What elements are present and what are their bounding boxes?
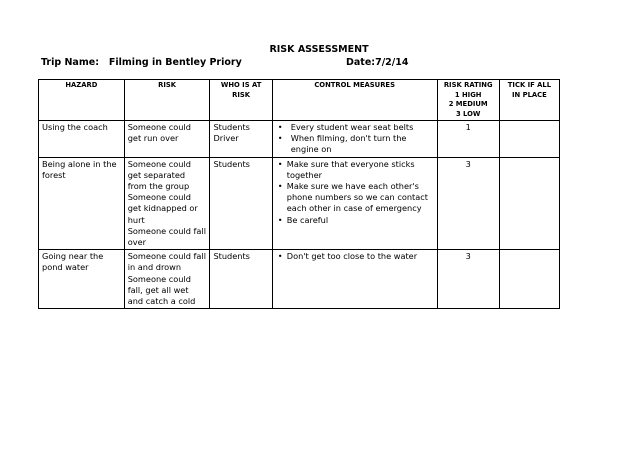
hazard-cell: Going near the pond water — [39, 250, 125, 309]
risk-rating-low: 3 LOW — [455, 109, 481, 118]
table-row — [39, 157, 560, 250]
risk-rating-cell: 3 — [437, 157, 499, 250]
control-measure-item: • Don't get too close to the water — [276, 251, 434, 262]
risk-rating-cell: 3 — [437, 250, 499, 309]
document-title: RISK ASSESSMENT — [269, 44, 369, 55]
tick-cell[interactable] — [499, 121, 559, 158]
risk-item: Someone could get kidnapped or hurt — [127, 192, 198, 225]
risk-item: Someone could get run over — [127, 122, 191, 144]
who-cell — [210, 121, 272, 158]
tick-cell[interactable] — [499, 157, 559, 250]
table-row — [39, 121, 560, 158]
risk-assessment-table — [38, 79, 560, 309]
control-measure-item: • When filming, don't turn the engine on — [276, 133, 434, 155]
risk-cell — [124, 121, 210, 158]
risk-item: Someone could fall in and drown — [127, 251, 206, 273]
control-measures-list — [276, 159, 434, 226]
header-control-measures: CONTROL MEASURES — [272, 80, 437, 121]
hazard-cell: Being alone in the forest — [39, 157, 125, 250]
control-measure-item: • Every student wear seat belts — [276, 122, 434, 133]
control-measure-item: • Make sure we have each other's phone numbers so we can contact each other in case of emergency — [276, 181, 434, 215]
risk-cell — [124, 250, 210, 309]
risk-rating-title: RISK RATING — [443, 81, 493, 89]
risk-item: Someone could fall over — [127, 225, 206, 248]
risk-item: Someone could fall, get all wet and catch a cold — [127, 273, 196, 307]
risk-rating-medium: 2 MEDIUM — [448, 100, 488, 108]
trip-name: Trip Name: Filming in Bentley Priory — [41, 57, 242, 68]
who-item: Students — [213, 122, 250, 132]
who-item: Students — [213, 158, 250, 169]
who-cell — [210, 250, 272, 309]
table-row — [39, 250, 560, 309]
control-measure-item: • Make sure that everyone sticks together — [276, 159, 434, 181]
tick-cell[interactable] — [499, 250, 559, 309]
who-item: Students — [213, 251, 250, 262]
control-measures-list — [276, 251, 434, 262]
control-measure-item: • Be careful — [276, 215, 434, 226]
header-who-is-at-risk: WHO IS AT RISK — [210, 80, 272, 121]
control-measures-cell — [272, 250, 437, 309]
risk-rating-cell: 1 — [437, 121, 499, 158]
control-measures-list — [276, 122, 434, 156]
trip-date: Date:7/2/14 — [346, 57, 409, 68]
header-risk-rating — [437, 80, 499, 121]
who-cell — [210, 157, 272, 250]
who-item: Driver — [213, 133, 239, 144]
risk-cell — [124, 157, 210, 250]
control-measures-cell — [272, 121, 437, 158]
hazard-cell: Using the coach — [39, 121, 125, 158]
risk-rating-high: 1 HIGH — [454, 90, 482, 99]
header-hazard: HAZARD — [39, 80, 125, 121]
header-risk: RISK — [124, 80, 210, 121]
control-measures-cell — [272, 157, 437, 250]
table-header-row — [39, 80, 560, 121]
header-tick-if-all-in-place: TICK IF ALL IN PLACE — [499, 80, 559, 121]
risk-item: Someone could get separated from the group — [127, 158, 191, 192]
